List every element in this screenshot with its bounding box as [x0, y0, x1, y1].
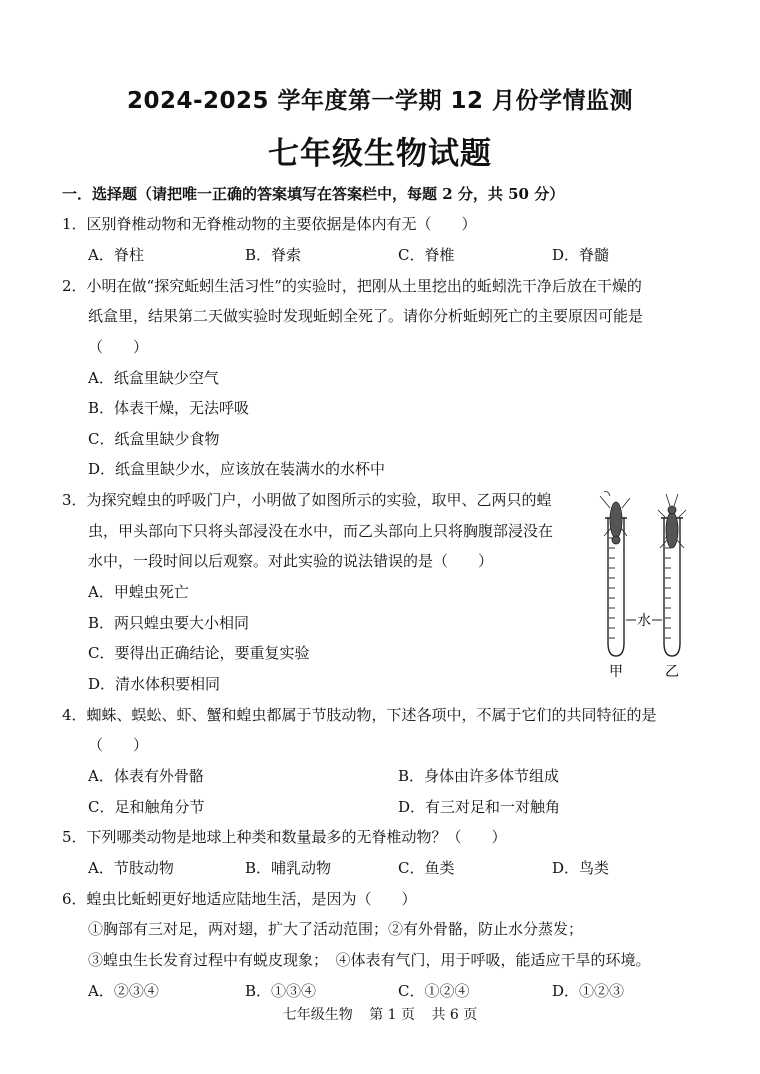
page-footer: [0, 1004, 760, 1024]
exam-subtitle: 七年级生物试题: [268, 136, 492, 172]
question-4-option-a: A．体表有外骨骼: [88, 767, 204, 785]
question-2-option-d: D．纸盒里缺少水，应该放在装满水的水杯中: [88, 460, 386, 478]
footer-subject: 七年级生物: [282, 1007, 353, 1023]
section-heading: 一．选择题（请把唯一正确的答案填写在答案栏中，每题 2 分，共 50 分）: [62, 185, 565, 203]
question-6-option-a: A．②③④: [88, 982, 159, 1000]
water-label: 水: [637, 613, 651, 629]
question-3-option-c: C．要得出正确结论，要重复实验: [88, 644, 310, 662]
footer-total-pages: 共 6 页: [431, 1007, 478, 1023]
question-6-option-d: D．①②③: [552, 982, 625, 1000]
question-4-option-c: C．足和触角分节: [88, 798, 205, 816]
question-3-option-a: A．甲蝗虫死亡: [88, 583, 189, 601]
question-1-stem: 1．区别脊椎动物和无脊椎动物的主要依据是体内有无（ ）: [62, 215, 477, 233]
question-5-option-b: B．哺乳动物: [245, 859, 332, 877]
locust-b-icon: [658, 494, 686, 548]
question-2-stem-line-3: （ ）: [88, 338, 149, 356]
locust-test-tube-figure: [590, 488, 700, 683]
question-1-option-b: B．脊索: [245, 246, 302, 264]
question-3-option-d: D．清水体积要相同: [88, 675, 221, 693]
question-2-option-c: C．纸盒里缺少食物: [88, 430, 220, 448]
tube-a-label: 甲: [609, 664, 623, 680]
question-2-option-b: B．体表干燥，无法呼吸: [88, 399, 250, 417]
footer-page-number: 第 1 页: [369, 1007, 415, 1023]
question-6-option-c: C．①②④: [398, 982, 470, 1000]
exam-title: 2024-2025 学年度第一学期 12 月份学情监测: [126, 88, 634, 114]
question-3-stem-line-2: 虫，甲头部向下只将头部浸没在水中，而乙头部向上只将胸腹部浸没在: [88, 522, 554, 540]
question-3-stem-line-1: 3．为探究蝗虫的呼吸门户，小明做了如图所示的实验，取甲、乙两只的蝗: [62, 491, 552, 509]
question-3-option-b: B．两只蝗虫要大小相同: [88, 614, 250, 632]
question-2-stem-line-2: 纸盒里，结果第二天做实验时发现蚯蚓全死了。请你分析蚯蚓死亡的主要原因可能是: [88, 307, 644, 325]
question-1-option-c: C．脊椎: [398, 246, 455, 264]
question-5-option-a: A．节肢动物: [88, 859, 174, 877]
question-6-stem-line-1: 6．蝗虫比蚯蚓更好地适应陆地生活，是因为（ ）: [62, 890, 417, 908]
question-4-stem-line-2: （ ）: [88, 736, 149, 754]
question-5-option-d: D．鸟类: [552, 859, 610, 877]
question-6-stem-line-3: ③蝗虫生长发育过程中有蜕皮现象； ④体表有气门，用于呼吸，能适应干旱的环境。: [88, 951, 651, 969]
question-6-stem-line-2: ①胸部有三对足，两对翅，扩大了活动范围；②有外骨骼，防止水分蒸发；: [88, 920, 584, 938]
question-5-stem: 5．下列哪类动物是地球上种类和数量最多的无脊椎动物？（ ）: [62, 828, 507, 846]
question-3-stem-line-3: 水中，一段时间以后观察。对此实验的说法错误的是（ ）: [88, 552, 494, 570]
question-1-option-a: A．脊柱: [88, 246, 144, 264]
tube-b-label: 乙: [665, 664, 679, 680]
question-2-option-a: A．纸盒里缺少空气: [88, 369, 219, 387]
question-2-stem-line-1: 2．小明在做“探究蚯蚓生活习性”的实验时，把刚从土里挖出的蚯蚓洗干净后放在干燥的: [62, 277, 642, 295]
question-4-option-b: B．身体由许多体节组成: [398, 767, 560, 785]
question-6-option-b: B．①③④: [245, 982, 317, 1000]
question-4-option-d: D．有三对足和一对触角: [398, 798, 561, 816]
question-4-stem-line-1: 4．蜘蛛、蜈蚣、虾、蟹和蝗虫都属于节肢动物，下述各项中，不属于它们的共同特征的是: [62, 706, 657, 724]
question-1-option-d: D．脊髓: [552, 246, 610, 264]
question-5-option-c: C．鱼类: [398, 859, 455, 877]
